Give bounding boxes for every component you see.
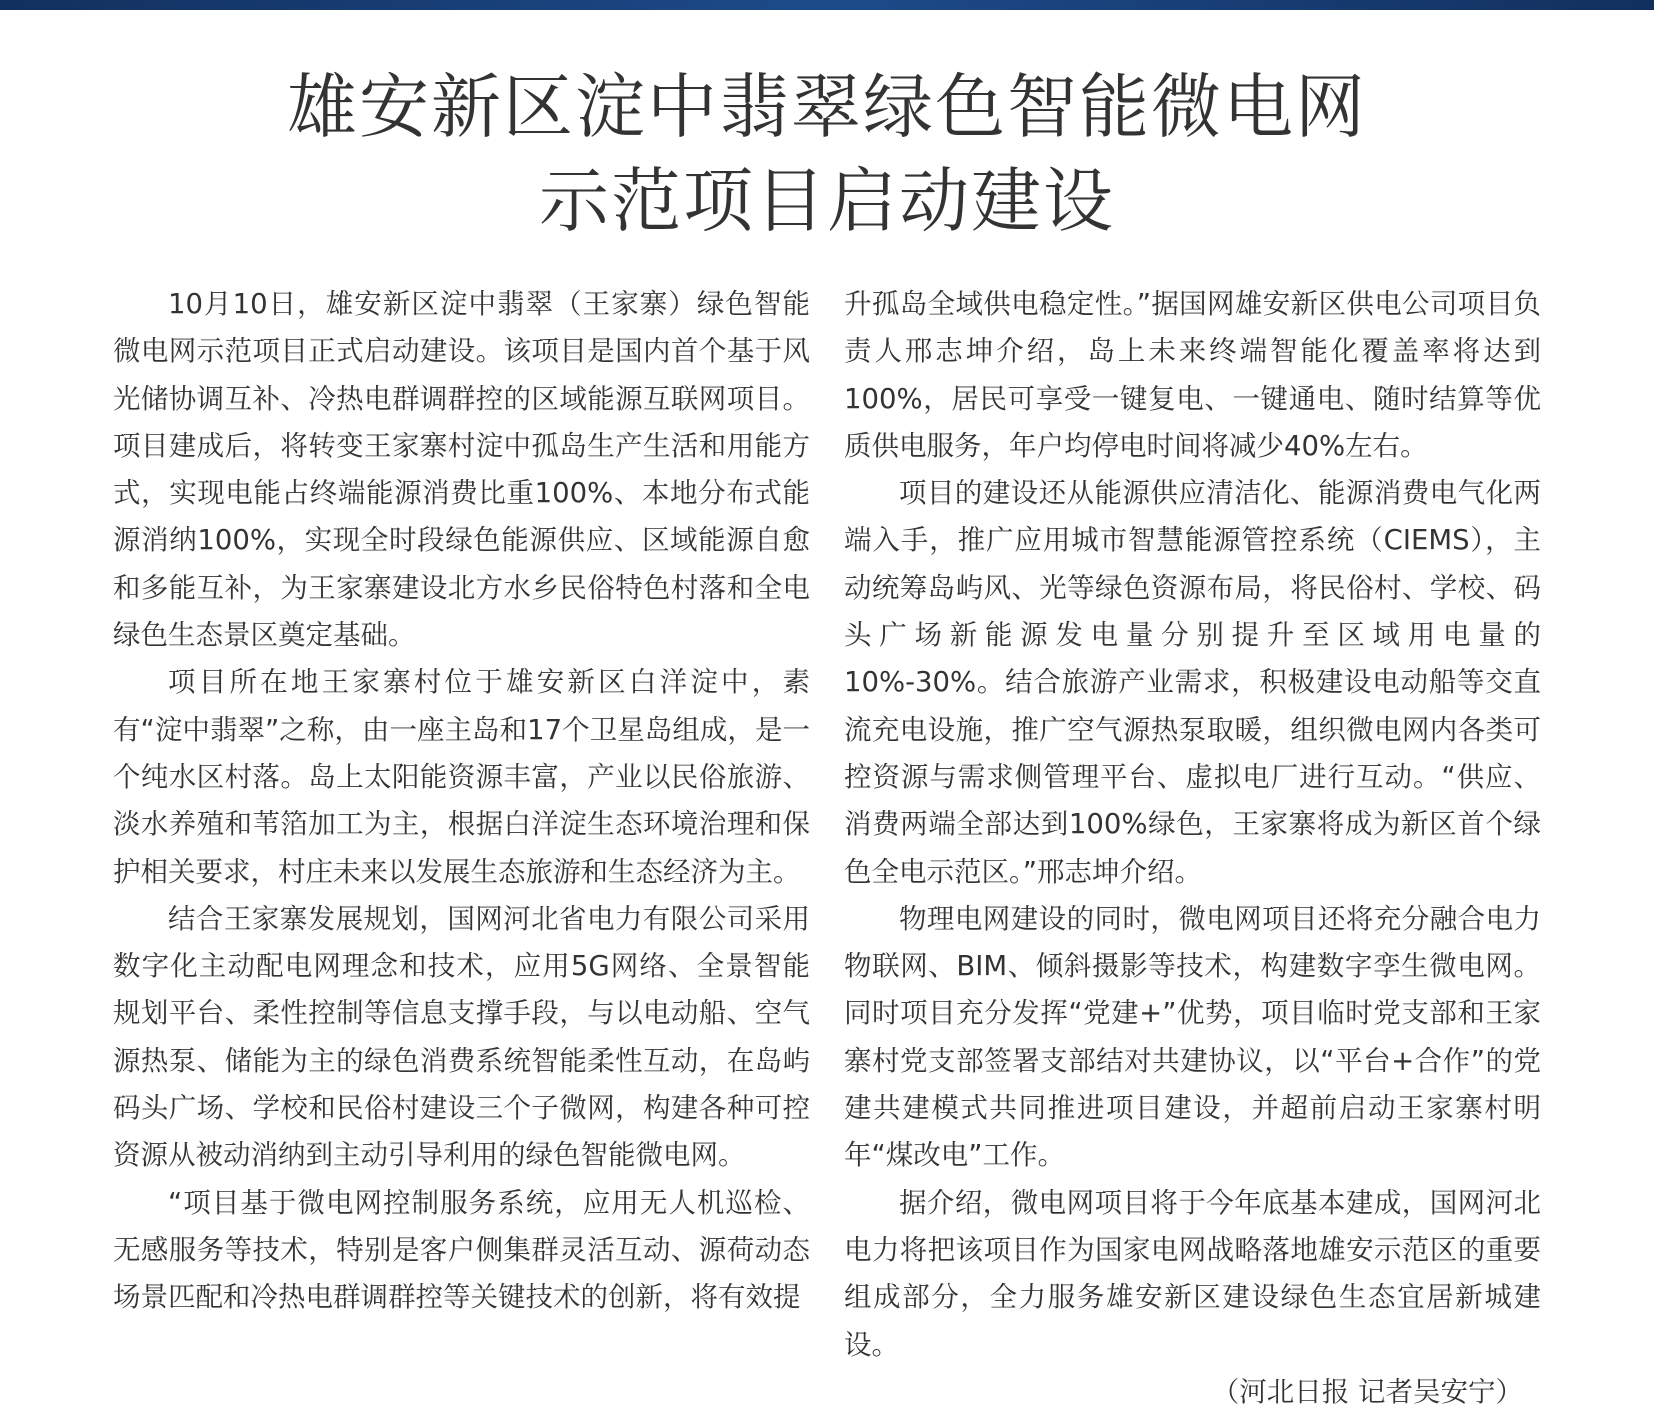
- paragraph-continuation: 升孤岛全域供电稳定性。”据国网雄安新区供电公司项目负责人邢志坤介绍，岛上未来终端智能化覆盖率将达到100%，居民可享受一键复电、一键通电、随时结算等优质供电服务，年户均停电时间将减少40%左右。: [844, 288, 1541, 462]
- article-title-line-2: 示范项目启动建设: [539, 160, 1115, 242]
- article-column-right: [844, 281, 1541, 1416]
- paragraph: 10月10日，雄安新区淀中翡翠（王家寨）绿色智能微电网示范项目正式启动建设。该项目是国内首个基于风光储协调互补、冷热电群调群控的区域能源互联网项目。项目建成后，将转变王家寨村淀中孤岛生产生活和用能方式，实现电能占终端能源消费比重100%、本地分布式能源消纳100%，实现全时段绿色能源供应、区域能源自愈和多能互补，为王家寨建设北方水乡民俗特色村落和全电绿色生态景区奠定基础。: [113, 288, 810, 652]
- article-column-left: [113, 281, 810, 1322]
- paragraph: 据介绍，微电网项目将于今年底基本建成，国网河北电力将把该项目作为国家电网战略落地雄安示范区的重要组成部分，全力服务雄安新区建设绿色生态宜居新城建设。: [844, 1186, 1541, 1361]
- paragraph: 项目所在地王家寨村位于雄安新区白洋淀中，素有“淀中翡翠”之称，由一座主岛和17个卫星岛组成，是一个纯水区村落。岛上太阳能资源丰富，产业以民俗旅游、淡水养殖和苇箔加工为主，根据白洋淀生态环境治理和保护相关要求，村庄未来以发展生态旅游和生态经济为主。: [113, 666, 810, 888]
- paragraph: 结合王家寨发展规划，国网河北省电力有限公司采用数字化主动配电网理念和技术，应用5G网络、全景智能规划平台、柔性控制等信息支撑手段，与以电动船、空气源热泵、储能为主的绿色消费系统智能柔性互动，在岛屿码头广场、学校和民俗村建设三个子微网，构建各种可控资源从被动消纳到主动引导利用的绿色智能微电网。: [113, 902, 810, 1172]
- paragraph: 项目的建设还从能源供应清洁化、能源消费电气化两端入手，推广应用城市智慧能源管控系统（CIEMS），主动统筹岛屿风、光等绿色资源布局，将民俗村、学校、码头广场新能源发电量分别提升至区域用电量的10%-30%。结合旅游产业需求，积极建设电动船等交直流充电设施，推广空气源热泵取暖，组织微电网内各类可控资源与需求侧管理平台、虚拟电厂进行互动。“供应、消费两端全部达到100%绿色，王家寨将成为新区首个绿色全电示范区。”邢志坤介绍。: [844, 477, 1541, 888]
- byline: （河北日报 记者吴安宁）: [1211, 1375, 1523, 1408]
- paragraph: 物理电网建设的同时，微电网项目还将充分融合电力物联网、BIM、倾斜摄影等技术，构建数字孪生微电网。同时项目充分发挥“党建+”优势，项目临时党支部和王家寨村党支部签署支部结对共建协议，以“平台+合作”的党建共建模式共同推进项目建设，并超前启动王家寨村明年“煤改电”工作。: [844, 902, 1541, 1172]
- article-title-line-1: 雄安新区淀中翡翠绿色智能微电网: [287, 66, 1367, 148]
- paragraph: “项目基于微电网控制服务系统，应用无人机巡检、无感服务等技术，特别是客户侧集群灵活互动、源荷动态场景匹配和冷热电群调群控等关键技术的创新，将有效提: [113, 1186, 810, 1314]
- top-header-bar: [0, 0, 1654, 10]
- article-title: [0, 60, 1654, 248]
